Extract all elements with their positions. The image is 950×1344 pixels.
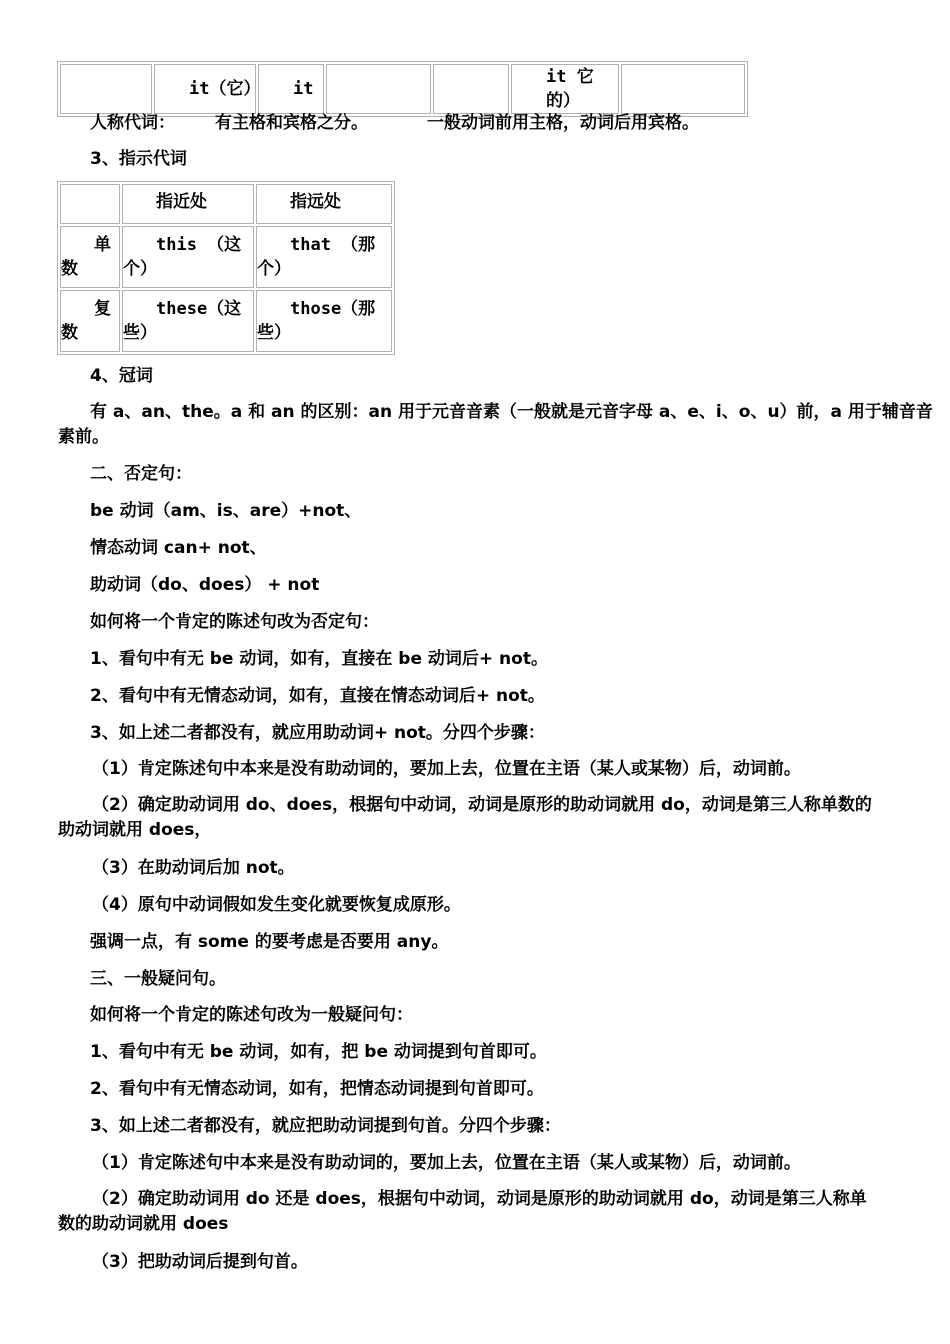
table-cell: [326, 64, 431, 114]
table-header-far: [256, 184, 392, 224]
list-item: 2、看句中有无情态动词，如有，把情态动词提到句首即可。: [90, 1079, 544, 1099]
table-cell: [60, 290, 120, 352]
demonstrative-table: [57, 181, 395, 355]
cell-text: this （这: [156, 235, 242, 255]
list-item: 3、如上述二者都没有，就应用助动词+ not。分四个步骤：: [90, 723, 545, 743]
paragraph-line: 数的助动词就用 does: [58, 1214, 229, 1234]
list-item: （3）把助动词后提到句首。: [92, 1252, 308, 1272]
table-cell: [621, 64, 745, 114]
cell-text: 个）: [257, 259, 291, 279]
row-label: 复: [94, 299, 111, 319]
table-row: [60, 64, 745, 114]
cell-text: these（这: [156, 299, 242, 319]
row-label: 数: [61, 323, 78, 343]
section-heading: 3、指示代词: [90, 149, 187, 169]
table-cell: [60, 64, 152, 114]
table-cell: [433, 64, 509, 114]
cell-text: 些）: [257, 323, 291, 343]
section-heading: 4、冠词: [90, 366, 153, 386]
list-item: （3）在助动词后加 not。: [92, 858, 295, 878]
table-cell: [122, 290, 254, 352]
list-item: be 动词（am、is、are）+not、: [90, 501, 362, 521]
table-cell: [122, 226, 254, 288]
row-label: 数: [61, 259, 78, 279]
cell-text: that （那: [290, 235, 376, 255]
list-item: （4）原句中动词假如发生变化就要恢复成原形。: [92, 895, 461, 915]
table-cell: [256, 226, 392, 288]
list-item: （1）肯定陈述句中本来是没有助动词的，要加上去，位置在主语（某人或某物）后，动词前。: [92, 1153, 801, 1173]
paragraph-line: 强调一点，有 some 的要考虑是否要用 any。: [90, 932, 449, 952]
paragraph-line: （2）确定助动词用 do、does，根据句中动词，动词是原形的助动词就用 do，动词是第三人称单数的: [92, 795, 872, 815]
row-label: 单: [94, 235, 111, 255]
paragraph-line: 如何将一个肯定的陈述句改为否定句：: [90, 612, 379, 632]
paragraph-line: 素前。: [58, 427, 109, 447]
table-row: [60, 290, 392, 352]
cell-text: 个）: [123, 259, 157, 279]
pronoun-table: [57, 61, 748, 117]
paragraph-line: 如何将一个肯定的陈述句改为一般疑问句：: [90, 1005, 413, 1025]
personal-pronoun-rule: 一般动词前用主格，动词后用宾格。: [427, 113, 699, 133]
header-text: 指近处: [156, 192, 207, 212]
list-item: 2、看句中有无情态动词，如有，直接在情态动词后+ not。: [90, 686, 545, 706]
cell-text: 些）: [123, 323, 157, 343]
paragraph-line: 有 a、an、the。a 和 an 的区别：an 用于元音音素（一般就是元音字母 a、e、i、o、u）前，a 用于辅音音: [90, 402, 933, 422]
table-cell: [60, 226, 120, 288]
section-heading: 二、否定句：: [90, 464, 192, 484]
personal-pronoun-rule: 有主格和宾格之分。: [215, 113, 368, 133]
section-heading: 三、一般疑问句。: [90, 969, 226, 989]
list-item: 情态动词 can+ not、: [90, 538, 267, 558]
paragraph-line: （2）确定助动词用 do 还是 does，根据句中动词，动词是原形的助动词就用 do，动词是第三人称单: [92, 1189, 867, 1209]
table-cell: it 它的）: [511, 64, 619, 114]
list-item: （1）肯定陈述句中本来是没有助动词的，要加上去，位置在主语（某人或某物）后，动词前。: [92, 759, 801, 779]
table-cell: [60, 184, 120, 224]
table-row: [60, 184, 392, 224]
list-item: 1、看句中有无 be 动词，如有，直接在 be 动词后+ not。: [90, 649, 548, 669]
list-item: 3、如上述二者都没有，就应把助动词提到句首。分四个步骤：: [90, 1116, 561, 1136]
table-cell: it: [258, 64, 324, 114]
list-item: 1、看句中有无 be 动词，如有，把 be 动词提到句首即可。: [90, 1042, 547, 1062]
table-cell: [256, 290, 392, 352]
personal-pronoun-label: 人称代词：: [90, 113, 175, 133]
table-header-near: [122, 184, 254, 224]
cell-text: those（那: [290, 299, 376, 319]
table-row: [60, 226, 392, 288]
table-cell: it（它）: [154, 64, 256, 114]
list-item: 助动词（do、does） + not: [90, 575, 320, 595]
paragraph-line: 助动词就用 does，: [58, 820, 212, 840]
header-text: 指远处: [290, 192, 341, 212]
